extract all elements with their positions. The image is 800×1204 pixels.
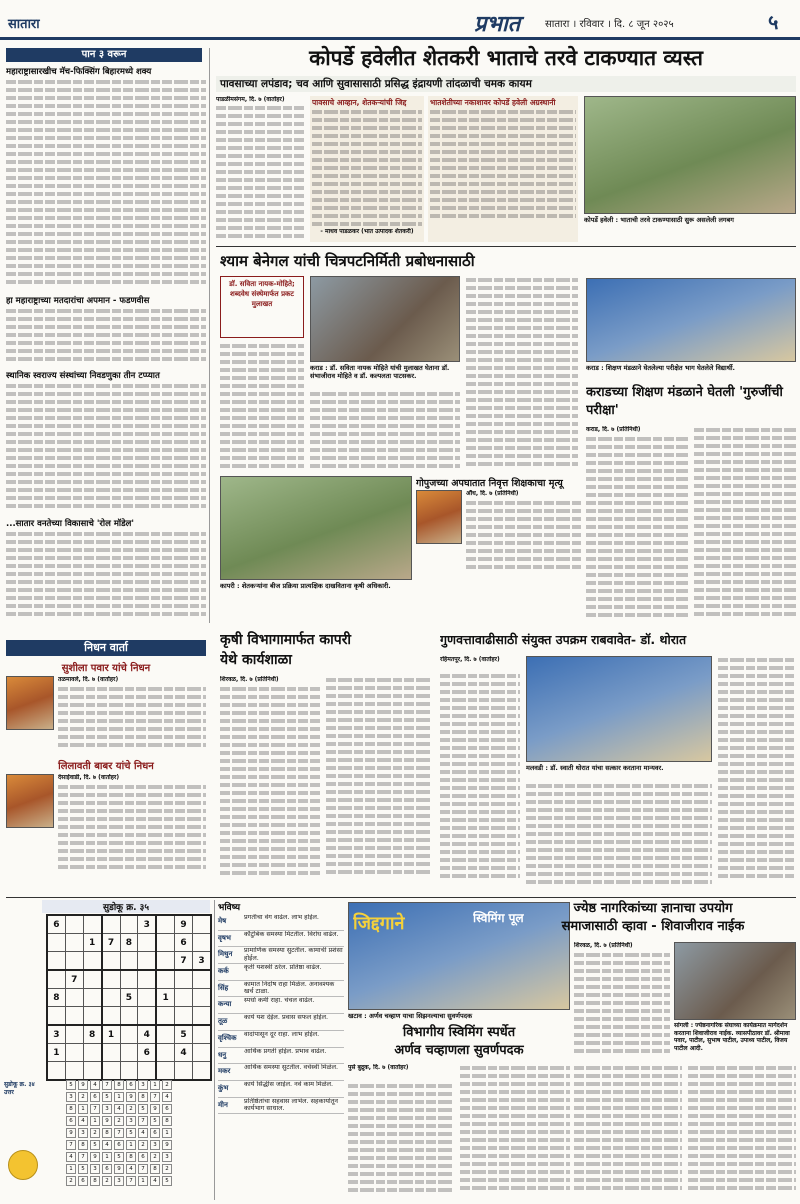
sudoku-solution-cell: 3 [90,1164,100,1174]
horoscope-text: आर्थिक प्रगती होईल. प्रभाव वाढेल. [244,1047,327,1055]
masthead-dateline: सातारा । रविवार । दि. ८ जून २०२५ [545,19,674,30]
jyeshtha-body-b [574,1064,682,1198]
benegal-story [216,250,582,628]
left-story2-title: हा महाराष्ट्राच्या मतदारांचा अपमान - फडणवीस [6,296,150,306]
sudoku-cell [102,1007,120,1026]
jyeshtha-dateline: शिरवळ, दि. ७ (प्रतिनिधी) [574,942,633,949]
lead-box1-text [312,108,422,228]
sudoku-cell [120,1044,138,1062]
sudoku-solution-cell: 3 [66,1092,76,1102]
horoscope-row [218,931,344,948]
page-number: ५ [768,10,779,34]
sudoku-solution-cell: 3 [78,1128,88,1138]
obit1-title: सुशीला पवार यांचे निधन [61,663,151,674]
sudoku-prev-label: सुडोकू क्र. ३४ उत्तर [4,1081,35,1096]
sudoku-solution-cell: 8 [126,1152,136,1162]
sudoku-cell [156,952,174,971]
sudoku-cell [120,1007,138,1026]
sudoku-cell: 4 [138,1025,156,1044]
sudoku-cell [47,970,65,989]
lead-box2-title: भातशेतीच्या नकाशावर कोपर्डे हवेली अग्रस्थानी [430,98,556,107]
jyeshtha-headline-2: समाजासाठी व्हावा - शिवाजीराव नाईक [561,919,745,934]
benegal-body-a [220,342,304,472]
lead-headline: कोपर्डे हवेलीत शेतकरी भाताचे तरवे टाकण्यात व्यस्त [309,46,703,70]
sudoku-cell [138,934,156,952]
sudoku-solution-cell: 9 [90,1152,100,1162]
thorat-headline: गुणवत्तावाढीसाठी संयुक्त उपक्रम राबवावेत- डॉ. थोरात [440,632,687,647]
sudoku-solution-cell: 8 [150,1164,160,1174]
benegal-quote-title: डॉ. सविता नायक-मोहिते; शब्दवेध संस्थेमार्फत प्रकट मुलाखत [229,280,295,308]
thorat-body-a [440,672,520,886]
lead-subhead: पावसाच्या लपंडाव; चव आणि सुवासासाठी प्रसिद्ध इंद्रायणी तांदळाची चमक कायम [216,76,796,92]
sudoku-cell [102,1044,120,1062]
sudoku-cell: 7 [65,970,83,989]
lead-caption: कोपर्डे हवेली : भाताची तरवे टाकण्यासाठी सुरू असलेली लगबग [584,216,734,224]
sudoku-cell: 6 [47,915,65,934]
karad-story [586,250,796,628]
sudoku-solution-cell: 1 [150,1080,160,1090]
sudoku-cell: 3 [193,952,212,971]
sudoku-cell: 4 [175,1044,193,1062]
sudoku-cell [193,1025,212,1044]
horoscope-text: कृती यशस्वी ठरेल. प्रतिष्ठा वाढेल. [244,964,322,972]
lead-story [216,44,796,244]
lead-box2 [428,96,578,242]
sudoku-cell: 8 [83,1025,101,1044]
sudoku-solution-cell: 7 [114,1128,124,1138]
sudoku-cell [175,1007,193,1026]
sudoku-cell [193,1062,212,1081]
sudoku-solution-cell: 9 [162,1140,172,1150]
obit2-photo [6,774,54,828]
sudoku-cell: 9 [175,915,193,934]
benegal-headline: श्याम बेनेगल यांची चित्रपटनिर्मिती प्रबोधनासाठी [220,252,475,270]
horoscope-text: स्पर्धा कमी राहा. चंचल वाढेल. [244,997,315,1005]
thorat-body-b [526,782,712,886]
left-story1-body [6,78,206,290]
horoscope-text: कार्य सिद्धीस जाईल. नवे काम मिळेल. [244,1080,334,1088]
horoscope-text: वादांपासून दूर राहा. लाभ होईल. [244,1030,320,1038]
sudoku-solution-cell: 7 [138,1116,148,1126]
horoscope-title: भविष्य [218,903,241,913]
horoscope-row [218,1048,344,1065]
gopuj-headline: गोपुजच्या अपघातात निवृत्त शिक्षकाचा मृत्यू [416,478,563,489]
horoscope-sign: मीन [218,1100,228,1109]
lead-box2-text [430,108,576,228]
sudoku-solution-cell: 7 [66,1140,76,1150]
horoscope-list [218,914,344,1114]
sudoku-cell [65,989,83,1007]
benegal-photo [310,276,460,362]
sudoku-solution-cell: 2 [90,1128,100,1138]
sudoku-cell [83,1007,101,1026]
arnav-body-a [348,1082,454,1198]
sudoku-solution-cell: 4 [126,1164,136,1174]
arnav-body-b [460,1064,570,1198]
horoscope-text: कार्य यश देईल. प्रवास सफल होईल. [244,1014,329,1022]
lead-box1-title: पावसाचे आव्हान, शेतकऱ्यांची जिद्द [312,98,407,107]
sudoku-solution-cell: 8 [138,1092,148,1102]
kapri-story [216,630,436,894]
horoscope-text: कौटुंबिक समस्या मिटतील. विरोध वाढेल. [244,930,339,938]
sudoku-solution-cell: 7 [150,1092,160,1102]
horoscope-sign: तूळ [218,1017,228,1026]
benegal-body-b [310,390,460,472]
sudoku-cell [120,970,138,989]
jyeshtha-body-c [688,1064,796,1198]
sudoku-solution-cell: 4 [150,1176,160,1186]
arnav-headline-2: अर्णव चव्हाणला सुवर्णपदक [394,1043,524,1058]
sudoku-cell: 6 [175,934,193,952]
sudoku-cell [83,989,101,1007]
sudoku-cell: 1 [102,1025,120,1044]
sudoku-solution-cell: 1 [114,1092,124,1102]
sudoku-cell [156,1044,174,1062]
sudoku-solution-cell: 4 [102,1140,112,1150]
arnav-story [348,900,570,1200]
sudoku-grid [46,914,212,1081]
sudoku-cell [102,952,120,971]
arnav-poster-text: जिद्दगाने [353,913,405,934]
lead-box1 [310,96,424,242]
sudoku-solution-cell: 7 [138,1164,148,1174]
thorat-body-c [718,656,796,886]
sudoku-cell [83,952,101,971]
thorat-caption: मलवडी : डॉ. स्वाती थोरात यांचा सत्कार करताना मान्यवर. [526,764,664,772]
sudoku-solution-cell: 3 [162,1152,172,1162]
sudoku-box [4,900,212,1200]
sudoku-cell: 5 [175,1025,193,1044]
sudoku-solution-cell: 2 [102,1176,112,1186]
sudoku-solution-cell: 6 [150,1128,160,1138]
horoscope-row [218,981,344,998]
sudoku-title: सुडोकू क्र. ३५ [42,900,210,913]
sudoku-solution-cell: 8 [90,1176,100,1186]
sudoku-cell [193,934,212,952]
sudoku-solution-cell: 8 [162,1116,172,1126]
sudoku-cell: 1 [47,1044,65,1062]
sudoku-cell [138,952,156,971]
obituaries [6,640,210,890]
sudoku-cell [138,1007,156,1026]
horoscope-sign: कन्या [218,1000,232,1009]
sudoku-solution-cell: 5 [162,1176,172,1186]
thinking-emoji-icon [8,1150,38,1180]
sudoku-solution-cell: 4 [138,1128,148,1138]
left-column [6,48,210,623]
sudoku-cell [175,970,193,989]
horoscope-sign: कर्क [218,967,229,976]
sudoku-cell: 1 [156,989,174,1007]
kapri-headline-2: येथे कार्यशाळा [220,652,292,668]
horoscope-row [218,947,344,964]
left-story3-body [6,382,206,512]
sudoku-solution-cell: 7 [126,1176,136,1186]
sudoku-solution-cell: 3 [102,1104,112,1114]
sudoku-solution-cell: 2 [78,1092,88,1102]
sudoku-solution-cell: 1 [138,1176,148,1186]
sudoku-solution-cell: 9 [78,1080,88,1090]
horoscope-text: प्रामाणिक समस्या सुटतील. कामाची प्रशंसा होईल. [244,947,343,962]
sudoku-cell: 7 [102,934,120,952]
benegal-quote-box [220,276,304,338]
obit1-body [58,685,206,753]
horoscope-box [214,900,344,1200]
horoscope-text: प्रगतीचा वेग वाढेल. लाभ होईल. [244,914,319,921]
lead-dateline: पाडळीमसंगम, दि. ७ (वार्ताहर) [216,96,285,103]
sudoku-solution-cell: 3 [138,1080,148,1090]
sudoku-solution-cell: 3 [150,1140,160,1150]
obit1-photo [6,676,54,730]
lead-body [216,96,306,242]
sudoku-solution-cell: 5 [126,1128,136,1138]
horoscope-text: प्रतिष्ठितांचा सहवास लाभेल. सहकार्यातून कार्यभाग साधाल. [244,1097,338,1113]
sudoku-solution-cell: 5 [66,1080,76,1090]
divider [216,246,796,247]
jyeshtha-photo [674,942,796,1020]
jyeshtha-headline-1: ज्येष्ठ नागरिकांच्या ज्ञानाचा उपयोग [573,901,733,916]
left-story2-body [6,307,206,367]
gopuj-body [466,499,582,577]
sudoku-solution-cell: 9 [114,1164,124,1174]
sudoku-cell [65,1044,83,1062]
jyeshtha-caption: सांगली : ज्येष्ठनागरिक संघाच्या कार्यक्रमात मार्गदर्शन करताना शिवाजीराव नाईक. व्यासपीठावर डॉ. श्रीमावा पवार, पाटील, सुभाष पाटील, उपाध्य पाटील, विजय पाटील आदी. [674,1022,790,1052]
sudoku-solution-cell: 9 [66,1128,76,1138]
karad-body-a [586,435,688,625]
sudoku-cell [102,989,120,1007]
horoscope-text: आर्थिक समस्या सुटतील. वर्चस्वी मिळेल. [244,1064,339,1072]
sudoku-solution-cell: 8 [66,1104,76,1114]
benegal-caption: कराड : डॉ. सविता नायक मोहिते यांची मुलाखत घेताना डॉ. संभाजीराव मोहिते व डॉ. कल्पलता पाटसकर. [310,364,450,380]
sudoku-solution-cell: 7 [102,1080,112,1090]
horoscope-row [218,914,344,931]
sudoku-cell [193,970,212,989]
sudoku-cell [65,1007,83,1026]
sudoku-solution-cell: 2 [126,1104,136,1114]
thorat-photo [526,656,712,762]
karad-caption: कराड : शिक्षण मंडळाने घेतलेल्या परीक्षेत भाग घेतलेले विद्यार्थी. [586,364,736,372]
gopuj-photo [416,490,462,544]
sudoku-solution-cell: 6 [162,1104,172,1114]
sudoku-cell [47,952,65,971]
masthead [0,0,800,40]
obit2-body [58,783,206,879]
sudoku-solution-cell: 9 [150,1104,160,1114]
horoscope-row [218,1081,344,1098]
obituaries-header: निधन वार्ता [6,640,206,656]
obit1-dateline: तळमावले, दि. ७ (वार्ताहर) [58,676,119,683]
horoscope-sign: मकर [218,1067,231,1076]
sudoku-solution-cell: 1 [90,1116,100,1126]
sudoku-solution-cell: 6 [90,1092,100,1102]
left-column-header: पान ३ वरून [6,48,202,62]
sudoku-cell [138,970,156,989]
sudoku-cell: 3 [138,915,156,934]
horoscope-sign: वृश्चिक [218,1033,237,1042]
sudoku-solution-cell: 1 [66,1164,76,1174]
sudoku-cell [83,915,101,934]
jyeshtha-body-a [574,951,670,1061]
sudoku-cell [102,915,120,934]
sudoku-solution-cell: 2 [150,1152,160,1162]
sudoku-cell [65,915,83,934]
sudoku-solution-cell: 6 [78,1176,88,1186]
sudoku-solution-cell: 5 [150,1116,160,1126]
karad-body-b [694,426,796,625]
sudoku-cell [65,1025,83,1044]
lead-photo [584,96,796,214]
sudoku-cell [138,989,156,1007]
sudoku-solution-cell: 9 [102,1116,112,1126]
sudoku-solution-cell: 6 [126,1080,136,1090]
sudoku-cell [83,1044,101,1062]
horoscope-row [218,964,344,981]
sudoku-solution-cell: 6 [66,1116,76,1126]
sudoku-cell [156,970,174,989]
sudoku-solution-cell: 1 [162,1128,172,1138]
horoscope-row [218,1064,344,1081]
sudoku-solution-cell: 8 [78,1140,88,1150]
sudoku-cell: 1 [83,934,101,952]
horoscope-sign: कुंभ [218,1083,229,1092]
sudoku-cell [156,1025,174,1044]
left-story3-title: स्थानिक स्वराज्य संस्थांच्या निवडणुका तीन टप्प्यात [6,371,160,381]
horoscope-sign: मेष [218,917,227,925]
karad-photo [586,278,796,362]
jyeshtha-story [561,900,796,1200]
sudoku-cell [156,915,174,934]
kapri-body-a [220,685,320,885]
sudoku-cell [175,989,193,1007]
arnav-dateline: पुसे बुद्रुक, दि. ७ (वार्ताहर) [348,1064,409,1071]
horoscope-row [218,1031,344,1048]
sudoku-cell [156,934,174,952]
divider [6,897,796,898]
sudoku-solution-cell: 2 [162,1164,172,1174]
sudoku-solution-cell: 1 [126,1140,136,1150]
sudoku-cell [83,970,101,989]
sudoku-solution-cell: 6 [138,1152,148,1162]
arnav-poster2-text: स्विमिंग पूल [473,911,524,925]
sudoku-solution-cell: 8 [102,1128,112,1138]
sudoku-solution-cell: 5 [78,1164,88,1174]
sudoku-solution-cell: 7 [78,1152,88,1162]
sudoku-solution-cell: 4 [162,1092,172,1102]
sudoku-cell [47,1007,65,1026]
sudoku-solution-cell: 5 [102,1092,112,1102]
sudoku-cell [193,989,212,1007]
sudoku-cell [102,970,120,989]
horoscope-sign: धनु [218,1050,227,1059]
sudoku-cell [65,952,83,971]
sudoku-solution-cell: 1 [102,1152,112,1162]
sudoku-solution-cell: 1 [78,1104,88,1114]
left-story4-body [6,530,206,622]
sudoku-cell [47,934,65,952]
sudoku-solution-cell: 2 [138,1140,148,1150]
sudoku-solution-cell: 5 [114,1152,124,1162]
sudoku-solution-cell: 3 [114,1176,124,1186]
horoscope-sign: मिथुन [218,950,233,959]
sudoku-cell: 8 [120,934,138,952]
sudoku-solution-cell: 6 [102,1164,112,1174]
sudoku-solution-cell: 2 [162,1080,172,1090]
horoscope-sign: सिंह [218,983,229,992]
kapri-headline-1: कृषी विभागामार्फत कापरी [220,632,352,648]
sudoku-prev-solution [64,1078,174,1188]
horoscope-row [218,1014,344,1031]
sudoku-solution-cell: 5 [90,1140,100,1150]
sudoku-cell [120,952,138,971]
kapri-photo [220,476,412,580]
sudoku-solution-cell: 4 [66,1152,76,1162]
arnav-caption: खटाव : अर्णव चव्हाण याचा सिझनल्याचा सुवर्णपदक [348,1012,473,1020]
sudoku-solution-cell: 5 [138,1104,148,1114]
masthead-logo: प्रभात [474,12,521,37]
sudoku-solution-cell: 2 [114,1116,124,1126]
sudoku-solution-cell: 4 [90,1080,100,1090]
horoscope-sign: वृषभ [218,933,231,942]
kapri-dateline: शिरवळ, दि. ७ (प्रतिनिधी) [220,676,279,683]
benegal-body-c [466,276,578,472]
sudoku-cell [193,915,212,934]
obit2-title: लिलावती बाबर यांचे निधन [58,761,154,772]
thorat-story [440,630,796,894]
masthead-section: सातारा [8,17,40,32]
karad-headline: कराडच्या शिक्षण मंडळाने घेतली 'गुरुजींची परीक्षा' [586,385,783,418]
karad-dateline: कराड, दि. ७ (प्रतिनिधी) [586,426,641,433]
sudoku-cell: 3 [47,1025,65,1044]
sudoku-solution-cell: 2 [66,1176,76,1186]
sudoku-cell: 6 [138,1044,156,1062]
lead-box1-byline: - माधव पाडळकर (भात उत्पादक शेतकरी) [320,228,414,235]
thorat-dateline: रहिमतपूर, दि. ७ (वार्ताहर) [440,656,500,663]
left-story4-title: ...सातार वनतेच्या विकासाचे 'रोल मॉडेल' [6,519,135,529]
sudoku-solution-cell: 4 [78,1116,88,1126]
sudoku-solution-cell: 7 [90,1104,100,1114]
sudoku-cell [156,1007,174,1026]
sudoku-cell: 7 [175,952,193,971]
horoscope-row [218,1098,344,1115]
sudoku-solution-cell: 3 [126,1116,136,1126]
horoscope-row [218,997,344,1014]
obit2-dateline: देसाईवाडी, दि. ७ (वार्ताहर) [58,774,120,781]
arnav-headline-1: विभागीय स्विमिंग स्पर्धेत [402,1025,516,1040]
sudoku-cell [193,1007,212,1026]
sudoku-cell [47,1062,65,1081]
sudoku-cell: 5 [120,989,138,1007]
sudoku-solution-cell: 8 [114,1080,124,1090]
kapri-caption: कापरी : शेतकऱ्यांना बीज प्रक्रिया प्रात्यक्षिक दाखविताना कृषी अधिकारी. [220,582,391,590]
sudoku-solution-cell: 9 [126,1092,136,1102]
sudoku-cell [175,1062,193,1081]
sudoku-cell: 8 [47,989,65,1007]
left-story1-title: महाराष्ट्रासारखीच मॅच-फिक्सिंग बिहारमध्ये शक्य [6,67,152,77]
lead-body-text [216,104,306,242]
sudoku-cell [120,1025,138,1044]
gopuj-dateline: औंध, दि. ७ (प्रतिनिधी) [466,490,519,497]
horoscope-text: कामात निर्दोष राहा मिळेल. अनावश्यक खर्च टाळा. [244,980,335,996]
sudoku-solution-cell: 6 [114,1140,124,1150]
sudoku-cell [193,1044,212,1062]
kapri-body-b [326,676,432,885]
sudoku-cell [120,915,138,934]
sudoku-cell [65,934,83,952]
sudoku-solution-cell: 4 [114,1104,124,1114]
